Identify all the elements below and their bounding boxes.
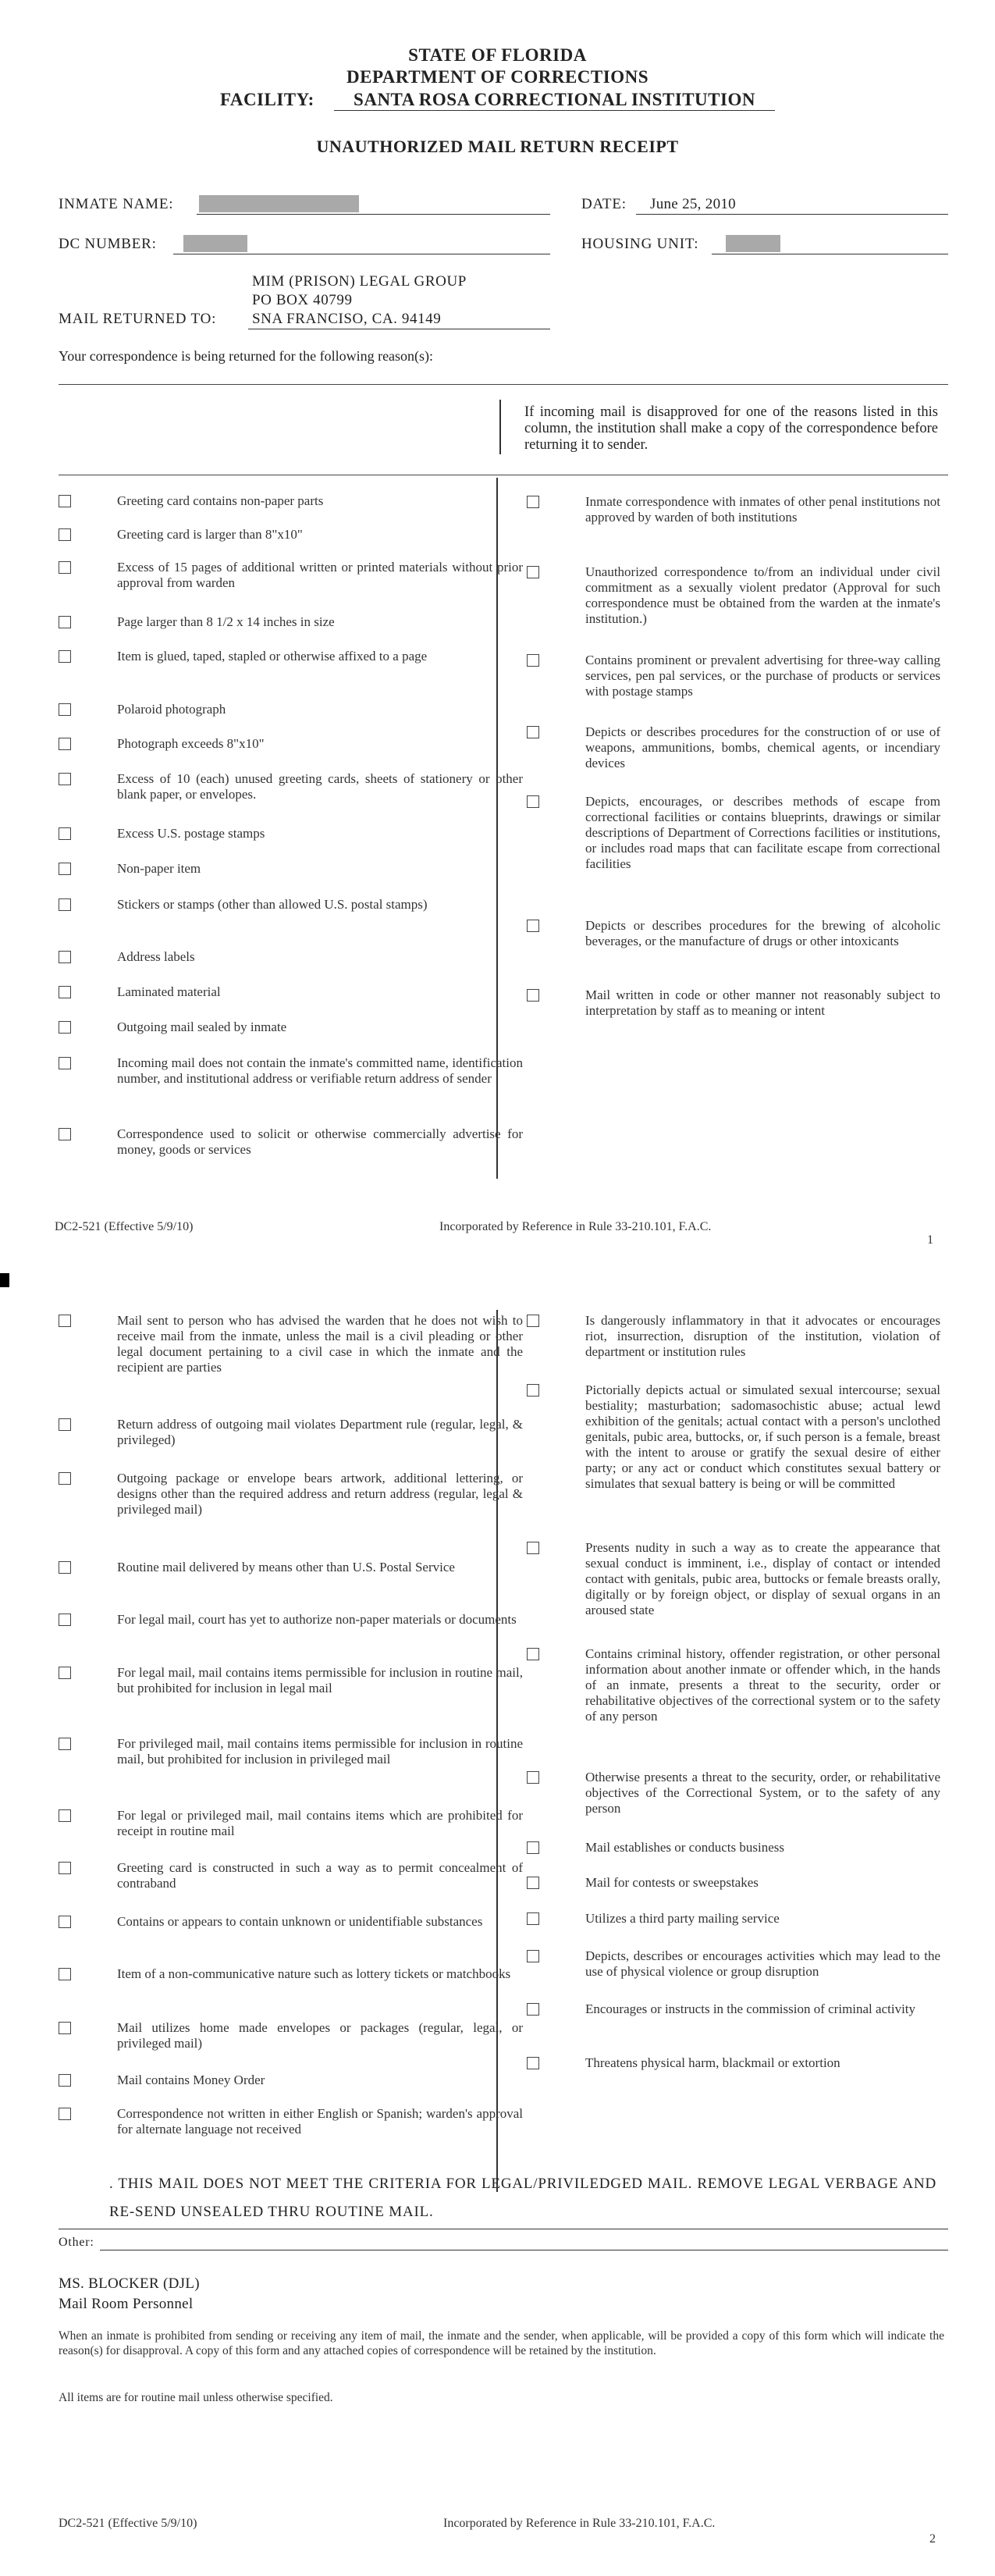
dc-number-redaction <box>183 235 247 252</box>
housing-unit-label: HOUSING UNIT: <box>581 236 699 252</box>
reason-checkbox[interactable] <box>59 1561 71 1574</box>
form-page-1: STATE OF FLORIDA DEPARTMENT OF CORRECTIONS FACILITY: SANTA ROSA CORRECTIONAL INSTITUTION UNAUTHORIZED MAIL RETURN RECEIPT INMATE NAME: DATE: June 25, 2010 DC NUMBER: HOUSING UNIT: MIM (PRISON) LEGAL GROUP PO BOX 40799 MAIL RETURNED TO: SNA FRANCISO, CA. 94149 Your correspondence is being returned for the following reason(s): If incoming mail is disapproved for one of the reasons listed in this column, the institution shall make a copy of the correspondence before returning it to sender. Greeting card contains non-paper parts Greeting card is larger than 8"x10" Excess of 15 pages of additional written or printed materials without prior approval from warden Page larger than 8 1/2 x 14 inches in size Item is glued, taped, stapled or otherwise affixed to a page Polaroid photograph Photograph exceeds 8"x10" Excess of 10 (each) unused greeting cards, sheets of stationery or other blank paper, or envelopes. Excess U.S. postage stamps Non-paper item Stickers or stamps (other than allowed U.S. postal stamps) Address labels Laminated material Outgoing mail sealed by inmate Incoming mail does not contain the inmate's committed name, identification number, and institutional address or verifiable return address of sender Correspondence used to solicit or otherwise commercially advertise for money, goods or services Inmate correspondence with inmates of other penal institutions not approved by warden of both institutions Unauthorized correspondence to/from an individual under civil commitment as a sexually violent predator (Approval for such correspondence must be obtained from the warden at the inmate's institution.) Contains prominent or prevalent advertising for three-way calling services, pen pal services, or the purchase of products or services with postage stamps Depicts or describes procedures for the construction of or use of weapons, ammunitions, bombs, chemical agents, or incendiary devices Depicts, encourages, or describes methods of escape from correctional facilities or contains blueprints, drawings or similar descriptions of Department of Corrections facilities or institutions, or includes road maps that can facilitate escape from correctional facilities Depicts or describes procedures for the brewing of alcoholic beverages, or the manufacture of drugs or other intoxicants Mail written in code or other manner not reasonably subject to interpretation by staff as to meaning or intent DC2-521 (Effective 5/9/10) Incorporated by Reference in Rule 33-210.101, F.A.C. 1 <box>0 0 995 1280</box>
reason-checkbox[interactable] <box>59 1057 71 1069</box>
facility-label: FACILITY: <box>220 90 314 109</box>
reason-checkbox[interactable] <box>59 1128 71 1140</box>
facility-value: SANTA ROSA CORRECTIONAL INSTITUTION <box>334 90 775 111</box>
reason-checkbox[interactable] <box>59 773 71 785</box>
reason-checkbox[interactable] <box>527 496 539 508</box>
reason-checkbox[interactable] <box>527 795 539 808</box>
reason-checkbox[interactable] <box>59 1472 71 1485</box>
address-line-2: PO BOX 40799 <box>252 292 353 308</box>
routine-note: All items are for routine mail unless otherwise specified. <box>59 2391 333 2404</box>
reason-checkbox[interactable] <box>527 566 539 578</box>
reason-checkbox[interactable] <box>527 920 539 932</box>
reason-checkbox[interactable] <box>527 1648 539 1660</box>
reason-checkbox[interactable] <box>527 1315 539 1327</box>
reason-checkbox[interactable] <box>59 616 71 628</box>
date-label: DATE: <box>581 196 627 212</box>
page-number: 2 <box>929 2532 936 2546</box>
reason-checkbox[interactable] <box>59 561 71 574</box>
department-heading: DEPARTMENT OF CORRECTIONS <box>346 67 649 87</box>
address-line-3: SNA FRANCISO, CA. 94149 <box>252 311 442 327</box>
reason-checkbox[interactable] <box>59 1968 71 1980</box>
reason-checkbox[interactable] <box>59 2022 71 2034</box>
reason-rule <box>59 384 948 385</box>
reason-checkbox[interactable] <box>527 2057 539 2069</box>
mail-returned-to-label: MAIL RETURNED TO: <box>59 311 217 327</box>
reason-checkbox[interactable] <box>527 1542 539 1554</box>
state-heading: STATE OF FLORIDA <box>408 45 587 65</box>
reason-checkbox[interactable] <box>59 1667 71 1679</box>
reason-checkbox[interactable] <box>59 1738 71 1750</box>
reason-intro: Your correspondence is being returned for the following reason(s): <box>59 348 434 364</box>
reason-checkbox[interactable] <box>59 863 71 875</box>
reason-checkbox[interactable] <box>527 1841 539 1854</box>
disclaimer: When an inmate is prohibited from sending or receiving any item of mail, the inmate and the sender, when applicable, will be provided a copy of this form which will indicate the reason(s) for disapproval. A copy of this form and any attached copies of correspondence will be retained by the institution. <box>59 2329 944 2357</box>
note-divider <box>499 400 501 454</box>
reason-checkbox[interactable] <box>59 650 71 663</box>
reason-checkbox[interactable] <box>59 738 71 750</box>
reason-checkbox[interactable] <box>59 898 71 911</box>
dc-number-label: DC NUMBER: <box>59 236 157 252</box>
rule-reference: Incorporated by Reference in Rule 33-210.101, F.A.C. <box>443 2517 716 2530</box>
form-title: UNAUTHORIZED MAIL RETURN RECEIPT <box>316 137 679 156</box>
address-line-1: MIM (PRISON) LEGAL GROUP <box>252 273 467 290</box>
reason-checkbox[interactable] <box>59 1614 71 1626</box>
signer-name: MS. BLOCKER (DJL) <box>59 2275 200 2292</box>
rule-reference: Incorporated by Reference in Rule 33-210.101, F.A.C. <box>439 1220 712 1233</box>
page-number: 1 <box>927 1233 933 1247</box>
reason-checkbox[interactable] <box>527 1950 539 1962</box>
other-label: Other: <box>59 2236 94 2249</box>
reason-checkbox[interactable] <box>527 989 539 1002</box>
reason-checkbox[interactable] <box>59 1315 71 1327</box>
form-page-2: Mail sent to person who has advised the warden that he does not wish to receive mail from the inmate, unless the mail is a civil pleading or other legal document pertaining to a civil case in which the inmate and the recipient are parties Return address of outgoing mail violates Department rule (regular, legal, & privileged) Outgoing package or envelope bears artwork, additional lettering, or designs other than the required address and return address (regular, legal & privileged mail) Routine mail delivered by means other than U.S. Postal Service For legal mail, court has yet to authorize non-paper materials or documents For legal mail, mail contains items permissible for inclusion in routine mail, but prohibited for inclusion in legal mail For privileged mail, mail contains items permissible for inclusion in routine mail, but prohibited for inclusion in privileged mail For legal or privileged mail, mail contains items which are prohibited for receipt in routine mail Greeting card is constructed in such a way as to permit concealment of contraband Contains or appears to contain unknown or unidentifiable substances Item of a non-communicative nature such as lottery tickets or matchbooks Mail utilizes home made envelopes or packages (regular, legal, or privileged mail) Mail contains Money Order Correspondence not written in either English or Spanish; warden's approval for alternate language not received Is dangerously inflammatory in that it advocates or encourages riot, insurrection, disruption of the institution, violation of department or institution rules Pictorially depicts actual or simulated sexual intercourse; sexual bestiality; masturbation; sadomasochistic abuse; actual lewd exhibition of the genitals; actual contact with a person's unclothed genitals, pubic area, buttocks, or, if such person is a female, breast with the intent to arouse or gratify the sexual desire of either party; or any act or conduct which constitutes sexual battery or simulates that sexual battery is being or will be committed Presents nudity in such a way as to create the appearance that sexual conduct is imminent, i.e., display of contact or intended contact with genitals, pubic area, buttocks or female breasts orally, digitally or by foreign object, or display of sexual organs in an aroused state Contains criminal history, offender registration, or other personal information about another inmate or offender which, in the hands of an inmate, presents a threat to the security, order or rehabilitative objectives of the correctional system or to the safety of any person Otherwise presents a threat to the security, order, or rehabilitative objectives of the Correctional System, or to the safety of any person Mail establishes or conducts business Mail for contests or sweepstakes Utilizes a third party mailing service Depicts, describes or encourages activities which may lead to the use of physical violence or group disruption Encourages or instructs in the commission of criminal activity Threatens physical harm, blackmail or extortion . THIS MAIL DOES NOT MEET THE CRITERIA FOR LEGAL/PRIVILEDGED MAIL. REMOVE LEGAL VERBAGE AND RE-SEND UNSEALED THRU ROUTINE MAIL. Other: MS. BLOCKER (DJL) Mail Room Personnel When an inmate is prohibited from sending or receiving any item of mail, the inmate and the sender, when applicable, will be provided a copy of this form which will indicate the reason(s) for disapproval. A copy of this form and any attached copies of correspondence will be retained by the institution. All items are for routine mail unless otherwise specified. DC2-521 (Effective 5/9/10) Incorporated by Reference in Rule 33-210.101, F.A.C. 2 <box>0 1280 995 2576</box>
signer-title: Mail Room Personnel <box>59 2296 194 2312</box>
reason-checkbox[interactable] <box>59 2108 71 2120</box>
inmate-name-redaction <box>199 195 359 212</box>
housing-unit-redaction <box>726 235 780 252</box>
typed-remark: . THIS MAIL DOES NOT MEET THE CRITERIA FOR LEGAL/PRIVILEDGED MAIL. REMOVE LEGAL VERBAGE AND RE-SEND UNSEALED THRU ROUTINE MAIL. <box>109 2176 936 2220</box>
inmate-name-label: INMATE NAME: <box>59 196 174 212</box>
copy-column-note: If incoming mail is disapproved for one of the reasons listed in this column, the institution shall make a copy of the correspondence before returning it to sender. <box>524 404 938 453</box>
reason-checkbox[interactable] <box>59 1809 71 1822</box>
inmate-name-line <box>197 214 550 215</box>
reason-checkbox[interactable] <box>527 726 539 738</box>
reason-checkbox[interactable] <box>527 1877 539 1889</box>
reason-checkbox[interactable] <box>59 1862 71 1874</box>
form-number: DC2-521 (Effective 5/9/10) <box>55 1220 194 1233</box>
date-line <box>636 214 948 215</box>
reason-checkbox[interactable] <box>59 495 71 507</box>
date-value: June 25, 2010 <box>650 196 736 212</box>
reason-checkbox[interactable] <box>59 703 71 716</box>
reason-checkbox[interactable] <box>59 2074 71 2087</box>
reason-checkbox[interactable] <box>527 1912 539 1925</box>
reason-checkbox[interactable] <box>59 1021 71 1034</box>
reason-checkbox[interactable] <box>527 1771 539 1784</box>
reason-checkbox[interactable] <box>527 654 539 667</box>
reason-checkbox[interactable] <box>59 951 71 963</box>
reason-checkbox[interactable] <box>59 827 71 840</box>
reason-checkbox[interactable] <box>59 528 71 541</box>
form-number: DC2-521 (Effective 5/9/10) <box>59 2517 197 2530</box>
reason-checkbox[interactable] <box>59 1916 71 1928</box>
reason-checkbox[interactable] <box>59 986 71 998</box>
reason-checkbox[interactable] <box>527 1384 539 1397</box>
reason-checkbox[interactable] <box>59 1418 71 1431</box>
facility-line <box>220 90 755 110</box>
reason-checkbox[interactable] <box>527 2003 539 2016</box>
